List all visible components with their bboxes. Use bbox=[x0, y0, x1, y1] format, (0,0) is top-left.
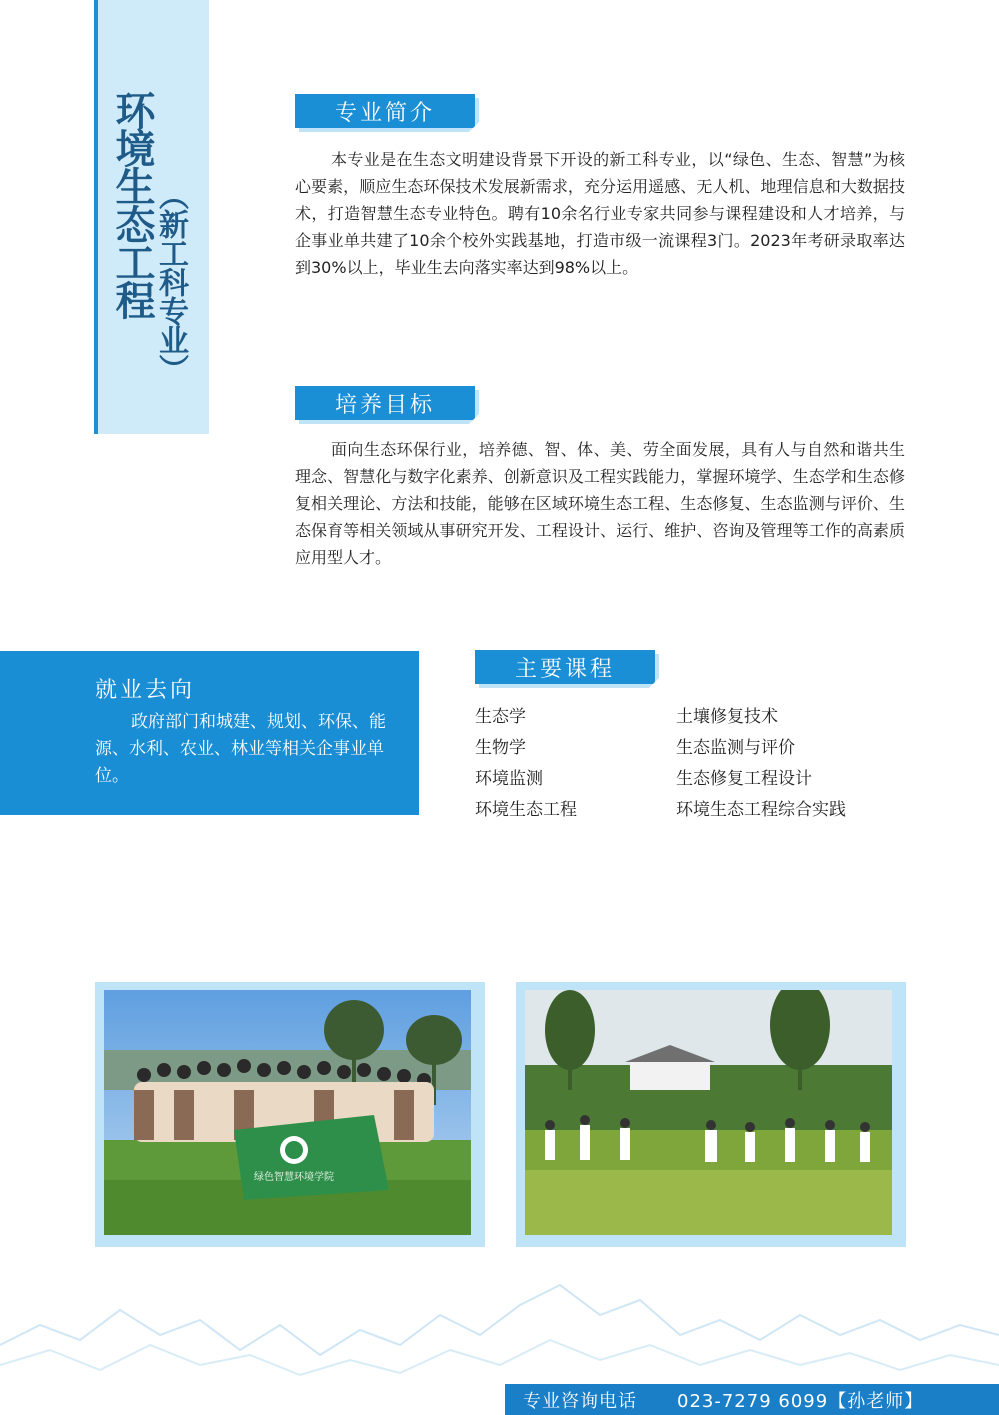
employment-box bbox=[0, 651, 419, 815]
course-item: 环境生态工程综合实践 bbox=[676, 800, 846, 820]
major-title: 环境生态工程 bbox=[109, 90, 156, 318]
field-photo-image bbox=[525, 990, 892, 1235]
employment-heading: 就业去向 bbox=[95, 678, 196, 703]
courses-heading-label: 主要课程 bbox=[514, 656, 615, 682]
banner-text: 绿色智慧环境学院 bbox=[254, 1172, 334, 1183]
field-photo bbox=[525, 990, 892, 1235]
group-photo-image bbox=[104, 990, 471, 1235]
goal-heading-label: 培养目标 bbox=[334, 392, 435, 418]
intro-text: 本专业是在生态文明建设背景下开设的新工科专业，以“绿色、生态、智慧”为核心要素，顺应生态环保技术发展新需求，充分运用遥感、无人机、地理信息和大数据技术，打造智慧生态专业特色。聘有10余名行业专家共同参与课程建设和人才培养，与企事业单共建了10余个校外实践基地，打造市级一流课程3门。2023年考研录取率达到30%以上，毕业生去向落实率达到98%以上。 bbox=[295, 150, 905, 277]
course-item: 环境监测 bbox=[475, 769, 543, 789]
course-item: 生态学 bbox=[475, 707, 526, 727]
course-item: 生态修复工程设计 bbox=[676, 769, 812, 789]
course-item: 生态监测与评价 bbox=[676, 738, 795, 758]
goal-heading bbox=[295, 386, 475, 420]
course-item: 生物学 bbox=[475, 738, 526, 758]
course-item: 土壤修复技术 bbox=[676, 707, 778, 727]
goal-text: 面向生态环保行业，培养德、智、体、美、劳全面发展，具有人与自然和谐共生理念、智慧化与数字化素养、创新意识及工程实践能力，掌握环境学、生态学和生态修复相关理论、方法和技能，能够在区域环境生态工程、生态修复、生态监测与评价、生态保育等相关领域从事研究开发、工程设计、运行、维护、咨询及管理等工作的高素质应用型人才。 bbox=[295, 440, 905, 567]
major-subtitle: （新工科专业） bbox=[153, 180, 188, 383]
contact-phone: 023-7279 6099【孙老师】 bbox=[677, 1390, 924, 1412]
contact-label: 专业咨询电话 bbox=[523, 1390, 637, 1412]
course-item: 环境生态工程 bbox=[475, 800, 577, 820]
group-photo bbox=[104, 990, 471, 1235]
employment-text: 政府部门和城建、规划、环保、能源、水利、农业、林业等相关企事业单位。 bbox=[95, 712, 386, 786]
courses-heading bbox=[475, 650, 655, 684]
contact-bar bbox=[505, 1384, 999, 1415]
intro-heading bbox=[295, 94, 475, 128]
intro-heading-label: 专业简介 bbox=[334, 100, 435, 126]
